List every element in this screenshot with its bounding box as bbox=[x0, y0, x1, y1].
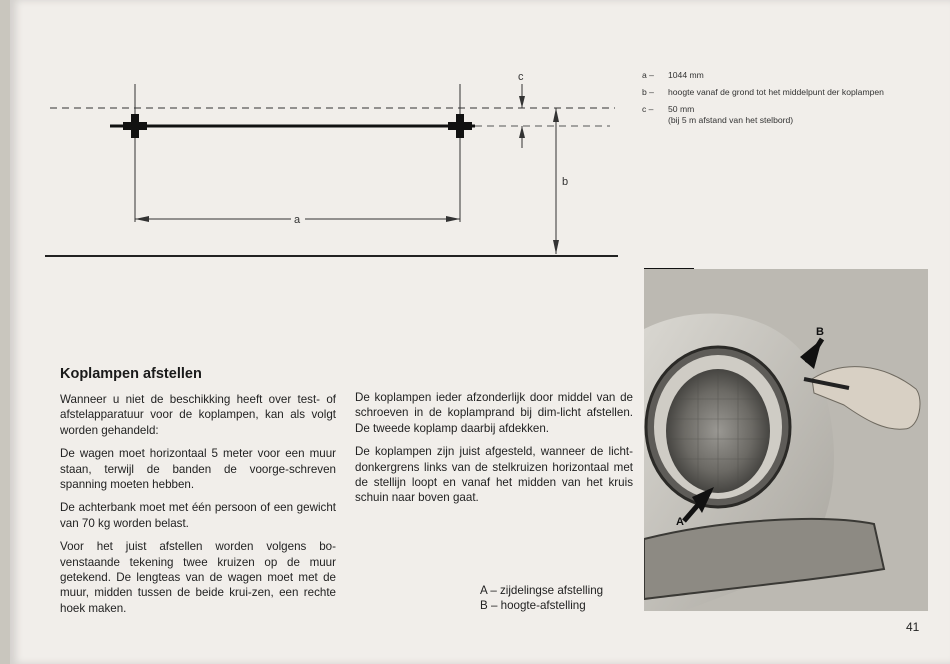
caption-B: B – hoogte-afstelling bbox=[480, 599, 586, 613]
dimension-c bbox=[519, 84, 525, 148]
section-title: Koplampen afstellen bbox=[60, 366, 202, 382]
text-column-1 bbox=[60, 392, 336, 624]
manual-page bbox=[10, 0, 950, 664]
dimension-b bbox=[553, 108, 559, 254]
alignment-diagram bbox=[10, 0, 640, 265]
paragraph: Wanneer u niet de beschikking heeft over test- of afstelapparatuur voor de koplampen, kan als volgt worden gehandeld: bbox=[60, 393, 336, 437]
right-cross bbox=[448, 84, 472, 222]
legend-c-note: (bij 5 m afstand van het stelbord) bbox=[668, 115, 794, 125]
label-a: a bbox=[294, 214, 301, 226]
legend-item-b: b – hoogte vanaf de grond tot het middelpunt der koplampen bbox=[642, 87, 884, 97]
caption-A: A – zijdelingse afstelling bbox=[480, 584, 604, 597]
label-b: b bbox=[562, 176, 569, 188]
page-number: 41 bbox=[906, 620, 920, 634]
paragraph: Voor het juist afstellen worden volgens bo-venstaande tekening twee kruizen op de muur getekend. De lengteas van de wagen moet met de muur, midden tussen de beide krui-zen, een rechte hoek maken. bbox=[60, 540, 336, 615]
photo-captions bbox=[480, 583, 603, 614]
photo-label-A: A bbox=[676, 516, 684, 528]
paragraph: De wagen moet horizontaal 5 meter voor een muur staan, terwijl de banden de voorge-schreven spanning moeten hebben. bbox=[60, 447, 336, 492]
left-cross bbox=[123, 84, 147, 222]
paragraph: De koplampen ieder afzonderlijk door middel van de schroeven in de koplamprand bij dim-licht afstellen. De tweede koplamp daarbij afdekken. bbox=[355, 391, 633, 435]
paragraph: De koplampen zijn juist afgesteld, wanneer de licht-donkergrens links van de stelkruizen horizontaal met de stellijn loopt en vanaf het midden van het kruis schuin naar boven gaat. bbox=[355, 445, 633, 505]
headlamp-photo bbox=[644, 269, 928, 611]
diagram-legend bbox=[642, 70, 932, 132]
photo-label-B: B bbox=[816, 326, 824, 338]
legend-item-a: a – 1044 mm bbox=[642, 70, 704, 80]
label-c: c bbox=[518, 71, 524, 83]
paragraph: De achterbank moet met één persoon of een gewicht van 70 kg worden belast. bbox=[60, 501, 336, 530]
legend-item-c: c – 50 mm (bij 5 m afstand van het stelbord) bbox=[642, 104, 794, 125]
text-column-2 bbox=[355, 390, 633, 514]
